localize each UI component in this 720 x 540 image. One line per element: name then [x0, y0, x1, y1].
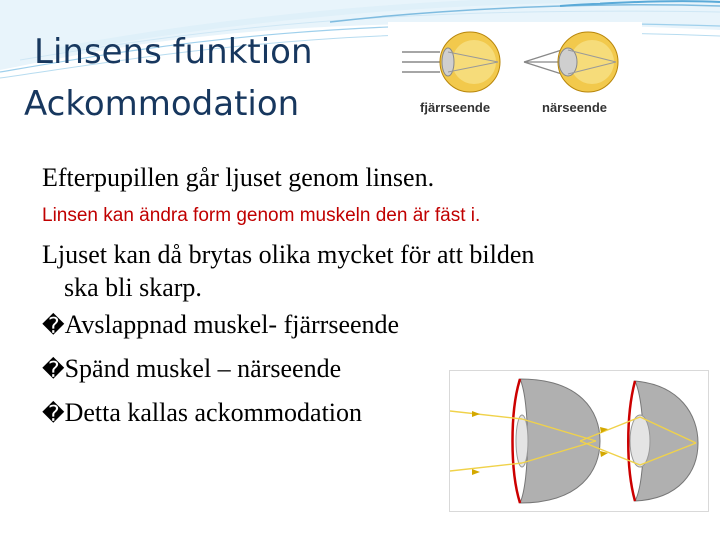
paragraph-refraction-line-1: Ljuset kan då brytas olika mycket för att bilden: [42, 240, 535, 269]
near-vision-label: närseende: [542, 100, 608, 115]
eye-diagram-top: [388, 22, 642, 132]
paragraph-lens-shape: Linsen kan ändra form genom muskeln den är fäst i.: [42, 205, 481, 226]
lens-diagram-bottom: [449, 370, 709, 512]
near-vision-eye: [524, 32, 618, 92]
eye-diagram-top-illustration: [388, 22, 642, 132]
far-vision-label: fjärrseende: [420, 100, 491, 115]
title-line-1: Linsens funktion: [34, 32, 313, 72]
bullet-text: Avslappnad muskel- fjärrseende: [64, 310, 400, 339]
title-line-2: Ackommodation: [24, 84, 300, 124]
bullet-glyph: �: [42, 358, 65, 383]
paragraph-refraction: [42, 238, 682, 304]
paragraph-refraction-line-2: ska bli skarp.: [64, 273, 202, 302]
paragraph-pupil: Efterpupillen går ljuset genom linsen.: [42, 163, 435, 192]
lens-diagram-illustration: [450, 371, 708, 511]
page-title: [0, 26, 313, 130]
bullet-text: Detta kallas ackommodation: [64, 398, 363, 427]
bullet-text: Spänd muskel – närseende: [64, 354, 342, 383]
far-vision-eye: [402, 32, 500, 92]
relaxed-lens-eye: [450, 379, 600, 503]
bullet-item: [42, 304, 682, 348]
bullet-glyph: �: [42, 314, 65, 339]
bullet-glyph: �: [42, 402, 65, 427]
